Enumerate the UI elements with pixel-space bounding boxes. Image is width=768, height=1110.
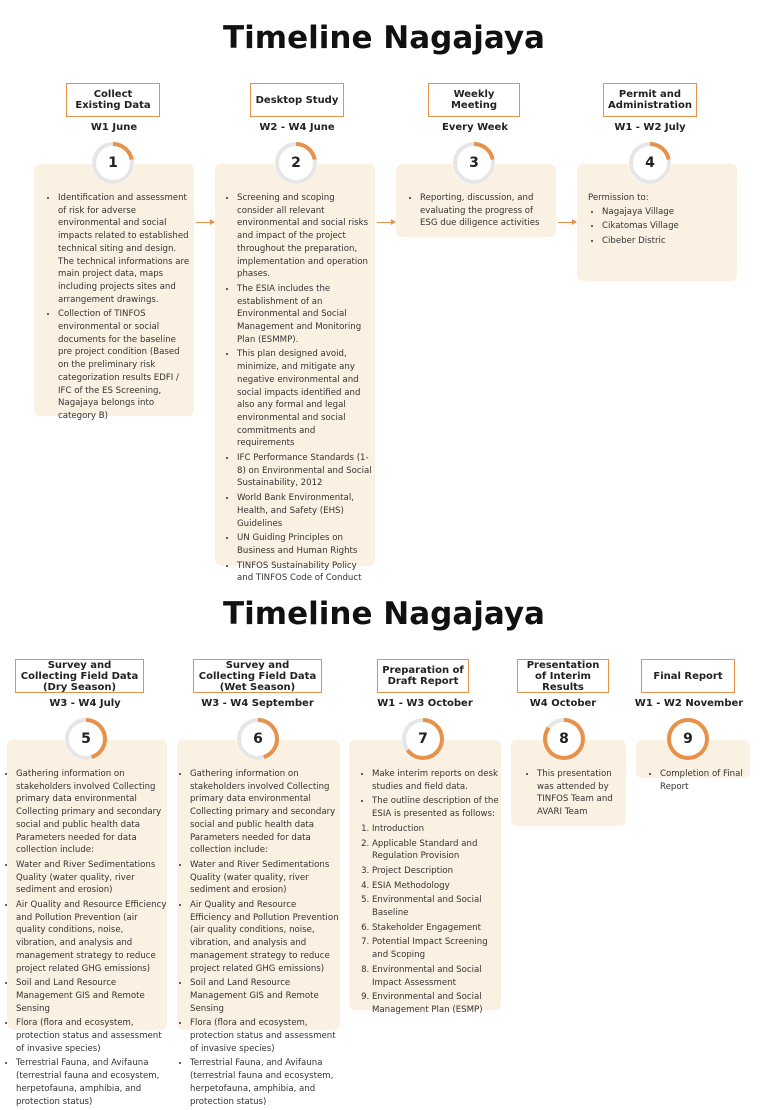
list-item: • Air Quality and Resource Efficiency and Pollution Prevention (air quality conditions, noise, vibration, and analysis and management strategy to reduce project related GHG emissions) bbox=[16, 899, 167, 975]
list-item: • TINFOS Sustainability Policy and TINFOS Code of Conduct bbox=[237, 560, 373, 585]
step-label-2: Desktop Study bbox=[250, 83, 344, 117]
list-item: • Water and River Sedimentations Quality (water quality, river sediment and erosion) bbox=[190, 859, 339, 897]
section-title-2: Timeline Nagajaya bbox=[223, 596, 545, 632]
step-badge-6 bbox=[235, 716, 281, 762]
step-label-7: Preparation of Draft Report bbox=[377, 659, 469, 693]
list-item: 9. Environmental and Social Management Plan (ESMP) bbox=[372, 991, 499, 1016]
list-item: • The ESIA includes the establishment of an Environmental and Social Management and Monitoring Plan (ESMMP). bbox=[237, 283, 373, 347]
step-items-1 bbox=[44, 192, 190, 423]
step-number-9: 9 bbox=[683, 731, 693, 747]
step-period-3: Every Week bbox=[442, 122, 508, 133]
list-item: • Water and River Sedimentations Quality (water quality, river sediment and erosion) bbox=[16, 859, 167, 897]
step-items-4 bbox=[588, 206, 734, 248]
list-item: • The outline description of the ESIA is presented as follows: bbox=[372, 795, 499, 820]
step-label-1: Collect Existing Data bbox=[66, 83, 160, 117]
step-label-3: Weekly Meeting bbox=[428, 83, 520, 117]
step-label-9: Final Report bbox=[641, 659, 735, 693]
step-badge-9 bbox=[665, 716, 711, 762]
step-label-5: Survey and Collecting Field Data (Dry Season) bbox=[15, 659, 144, 693]
list-item: • Flora (flora and ecosystem, protection status and assessment of invasive species) bbox=[190, 1017, 339, 1055]
list-item: • This plan designed avoid, minimize, and mitigate any negative environmental and social impacts identified and also any formal and legal environmental and social commitments and requirements bbox=[237, 348, 373, 450]
step-label-8: Presentation of Interim Results bbox=[517, 659, 609, 693]
flow-arrow-2-3 bbox=[377, 222, 395, 223]
step-period-2: W2 - W4 June bbox=[259, 122, 335, 133]
list-item: 2. Applicable Standard and Regulation Provision bbox=[372, 838, 499, 863]
list-item: • Gathering information on stakeholders involved Collecting primary data environmental Collecting primary and secondary social and public health data Parameters needed for data collection include: bbox=[190, 768, 339, 857]
step-card-2 bbox=[215, 164, 375, 584]
step-period-7: W1 - W3 October bbox=[377, 698, 473, 709]
step-card-5 bbox=[7, 740, 167, 1107]
list-item: 8. Environmental and Social Impact Assessment bbox=[372, 964, 499, 989]
list-item: • Flora (flora and ecosystem, protection status and assessment of invasive species) bbox=[16, 1017, 167, 1055]
list-item: 4. ESIA Methodology bbox=[372, 880, 499, 893]
flow-arrow-1-2 bbox=[196, 222, 214, 223]
list-item: • Gathering information on stakeholders involved Collecting primary data environmental Collecting primary and secondary social and public health data Parameters needed for data collection include: bbox=[16, 768, 167, 857]
step-period-8: W4 October bbox=[529, 698, 597, 709]
step-badge-2 bbox=[273, 140, 319, 186]
step-badge-5 bbox=[63, 716, 109, 762]
section-title-1: Timeline Nagajaya bbox=[223, 20, 545, 56]
step-label-6: Survey and Collecting Field Data (Wet Season) bbox=[193, 659, 322, 693]
step-badge-7 bbox=[400, 716, 446, 762]
step-items-5 bbox=[7, 768, 167, 1108]
list-item: • Soil and Land Resource Management GIS and Remote Sensing bbox=[16, 977, 167, 1015]
list-item: • Make interim reports on desk studies and field data. bbox=[372, 768, 499, 793]
step-items-8 bbox=[523, 768, 625, 819]
step-badge-4 bbox=[627, 140, 673, 186]
list-item: • IFC Performance Standards (1-8) on Environmental and Social Sustainability, 2012 bbox=[237, 452, 373, 490]
step-number-7: 7 bbox=[418, 731, 428, 747]
step-period-6: W3 - W4 September bbox=[201, 698, 314, 709]
list-item: 7. Potential Impact Screening and Scoping bbox=[372, 936, 499, 961]
step-period-9: W1 - W2 November bbox=[634, 698, 744, 709]
list-item: 6. Stakeholder Engagement bbox=[372, 922, 499, 935]
step-label-4: Permit and Administration bbox=[603, 83, 697, 117]
list-item: • This presentation was attended by TINFOS Team and AVARI Team bbox=[537, 768, 625, 819]
step-card-7 bbox=[349, 740, 501, 1015]
list-item: • UN Guiding Principles on Business and Human Rights bbox=[237, 532, 373, 557]
step-number-2: 2 bbox=[291, 155, 301, 171]
list-item: • Air Quality and Resource Efficiency and Pollution Prevention (air quality conditions, noise, vibration, and analysis and management strategy to reduce project related GHG emissions) bbox=[190, 899, 339, 975]
step-items-6 bbox=[181, 768, 339, 1108]
step-period-5: W3 - W4 July bbox=[49, 698, 121, 709]
step-intro-4: Permission to: bbox=[588, 193, 649, 203]
list-item: • Cibeber Distric bbox=[602, 235, 734, 248]
list-item: • World Bank Environmental, Health, and Safety (EHS) Guidelines bbox=[237, 492, 373, 530]
step-period-1: W1 June bbox=[90, 122, 138, 133]
flow-arrow-3-4 bbox=[558, 222, 576, 223]
list-item: • Soil and Land Resource Management GIS and Remote Sensing bbox=[190, 977, 339, 1015]
step-number-1: 1 bbox=[108, 155, 118, 171]
list-item: • Terrestrial Fauna, and Avifauna (terrestrial fauna and ecosystem, herpetofauna, amphibia, and protection status) bbox=[16, 1057, 167, 1108]
step-badge-1 bbox=[90, 140, 136, 186]
step-outline-7 bbox=[358, 823, 499, 1017]
list-item: • Terrestrial Fauna, and Avifauna (terrestrial fauna and ecosystem, herpetofauna, amphibia, and protection status) bbox=[190, 1057, 339, 1108]
list-item: 5. Environmental and Social Baseline bbox=[372, 894, 499, 919]
list-item: • Screening and scoping consider all relevant environmental and social risks and impact of the project throughout the preparation, implementation and operation phases. bbox=[237, 192, 373, 281]
step-card-1 bbox=[34, 164, 194, 421]
step-number-3: 3 bbox=[469, 155, 479, 171]
step-period-4: W1 - W2 July bbox=[614, 122, 686, 133]
step-card-6 bbox=[177, 740, 340, 1107]
list-item: • Completion of Final Report bbox=[660, 768, 750, 793]
step-items-7 bbox=[358, 768, 499, 821]
list-item: • Nagajaya Village bbox=[602, 206, 734, 219]
list-item: • Cikatomas Village bbox=[602, 220, 734, 233]
step-number-8: 8 bbox=[559, 731, 569, 747]
list-item: 3. Project Description bbox=[372, 865, 499, 878]
step-items-3 bbox=[406, 192, 552, 230]
list-item: • Identification and assessment of risk for adverse environmental and social impacts related to established technical siting and design. The technical informations are main project data, maps including projects sites and arrangement drawings. bbox=[58, 192, 190, 306]
list-item: 1. Introduction bbox=[372, 823, 499, 836]
step-number-4: 4 bbox=[645, 155, 655, 171]
list-item: • Reporting, discussion, and evaluating the progress of ESG due diligence activities bbox=[420, 192, 552, 230]
step-number-6: 6 bbox=[253, 731, 263, 747]
step-items-9 bbox=[646, 768, 750, 793]
step-badge-3 bbox=[451, 140, 497, 186]
step-items-2 bbox=[223, 192, 373, 585]
step-badge-8 bbox=[541, 716, 587, 762]
list-item: • Collection of TINFOS environmental or social documents for the baseline pre project condition (Based on the preliminary risk categorization results EDFI / IFC of the ES Screening, Nagajaya belongs into category B) bbox=[58, 308, 190, 422]
step-number-5: 5 bbox=[81, 731, 91, 747]
